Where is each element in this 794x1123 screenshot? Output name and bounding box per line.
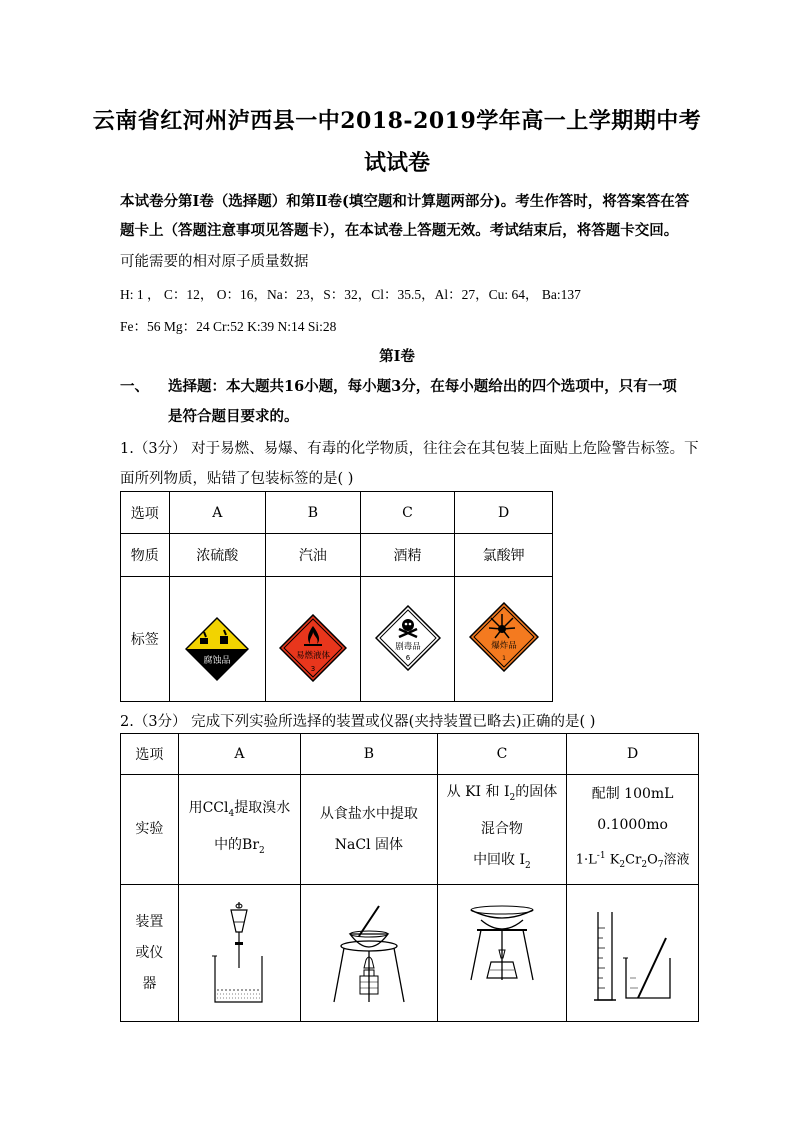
experiment-text: 中回收 $I_2$ — [473, 852, 531, 871]
experiment-text: 混合物 — [480, 821, 523, 837]
option-cell: D — [567, 734, 699, 775]
table-row — [121, 885, 699, 1022]
apparatus-cell — [437, 885, 567, 1022]
experiment-cell — [567, 775, 699, 885]
table-row — [121, 734, 699, 775]
page-title: 云南省红河州泸西县一中2018-2019学年高一上学期期中考 — [92, 108, 702, 134]
explosive-label-icon — [469, 602, 539, 672]
experiment-text: 从 KI 和 $I_2$的固体 — [446, 784, 558, 803]
option-cell: C — [437, 734, 567, 775]
question-1-line-1: 1.（3分） 对于易燃、易爆、有毒的化学物质，往往会在其包装上面贴上危险警告标签。下 — [120, 441, 699, 457]
section-heading-line-2: 是符合题目要求的。 — [168, 408, 299, 425]
experiment-cell — [301, 775, 438, 885]
option-cell: A — [169, 492, 266, 534]
graduated-cylinder-icon — [578, 898, 688, 1008]
apparatus-cell — [178, 885, 300, 1022]
atomic-mass-heading: 可能需要的相对原子质量数据 — [120, 254, 309, 270]
label-cell — [266, 577, 361, 702]
label-cell — [455, 577, 553, 702]
question-1-line-2: 面所列物质，贴错了包装标签的是( ) — [120, 471, 354, 487]
label-cell — [169, 577, 266, 702]
separatory-funnel-icon — [204, 898, 274, 1008]
apparatus-cell — [567, 885, 699, 1022]
apparatus-cell — [301, 885, 438, 1022]
option-cell: B — [266, 492, 361, 534]
table-row — [121, 534, 553, 577]
option-cell: C — [360, 492, 455, 534]
experiment-cell — [178, 775, 300, 885]
atomic-mass-line-2: Fe：56 Mg：24 Cr:52 K:39 N:14 Si:28 — [120, 319, 337, 334]
label-number: 3 — [310, 665, 316, 673]
row-header: 装置或仪器 — [121, 885, 179, 1022]
experiment-text: 用CCl$_4$提取溴水 — [188, 799, 291, 819]
evaporation-setup-icon — [324, 898, 414, 1008]
question-1-table — [120, 491, 553, 702]
substance-cell: 酒精 — [360, 534, 455, 577]
table-row — [121, 775, 699, 885]
row-header: 选项 — [121, 734, 179, 775]
label-number: 1 — [501, 655, 506, 662]
sublimation-setup-icon — [457, 898, 547, 1008]
section-number: 一、 — [120, 378, 149, 395]
section-heading-line-1: 选择题：本大题共16小题，每小题3分，在每小题给出的四个选项中，只有一项 — [168, 378, 677, 395]
label-text: 腐蚀品 — [203, 656, 231, 666]
instructions-line-2: 题卡上（答题注意事项见答题卡），在本试卷上答题无效。考试结束后，将答题卡交回。 — [120, 222, 679, 239]
label-text: 易燃液体 — [295, 651, 330, 661]
row-header: 标签 — [121, 577, 170, 702]
question-2-table — [120, 733, 699, 1022]
instructions-line-1: 本试卷分第Ⅰ卷（选择题）和第Ⅱ卷(填空题和计算题两部分)。考生作答时，将答案答在答 — [120, 193, 690, 210]
label-number: 6 — [405, 654, 410, 662]
row-header: 物质 — [121, 534, 170, 577]
substance-cell: 汽油 — [266, 534, 361, 577]
experiment-cell — [437, 775, 567, 885]
table-row — [121, 492, 553, 534]
atomic-mass-line-1: H: 1 ， C：12， O：16，Na：23，S：32，Cl：35.5，Al：27，Cu: 64， Ba:137 — [120, 287, 581, 302]
corrosive-label-icon — [184, 616, 250, 682]
substance-cell: 氯酸钾 — [455, 534, 553, 577]
experiment-text: $1\cdot L^{-1}$ $K_2Cr_2O_7$溶液 — [575, 850, 690, 870]
row-header: 选项 — [121, 492, 170, 534]
experiment-text: 中的$Br_2$ — [214, 836, 265, 856]
experiment-text: 配制 100mL — [591, 785, 674, 802]
option-cell: D — [455, 492, 553, 534]
poison-label-icon — [375, 605, 441, 671]
flammable-liquid-label-icon — [279, 614, 347, 682]
experiment-text: NaCl 固体 — [334, 836, 404, 853]
table-row — [121, 577, 553, 702]
experiment-text: 从食盐水中提取 — [319, 805, 418, 822]
label-text: 剧毒品 — [394, 642, 421, 652]
experiment-text: 0.1000mo — [597, 816, 668, 833]
row-header: 实验 — [121, 775, 179, 885]
label-cell — [360, 577, 455, 702]
page-title-cont: 试试卷 — [363, 150, 430, 176]
question-2-line-1: 2.（3分） 完成下列实验所选择的装置或仪器(夹持装置已略去)正确的是( ) — [120, 714, 596, 730]
volume-title: 第Ⅰ卷 — [379, 348, 415, 365]
label-text: 爆炸品 — [490, 641, 517, 651]
substance-cell: 浓硫酸 — [169, 534, 266, 577]
option-cell: B — [301, 734, 438, 775]
option-cell: A — [178, 734, 300, 775]
